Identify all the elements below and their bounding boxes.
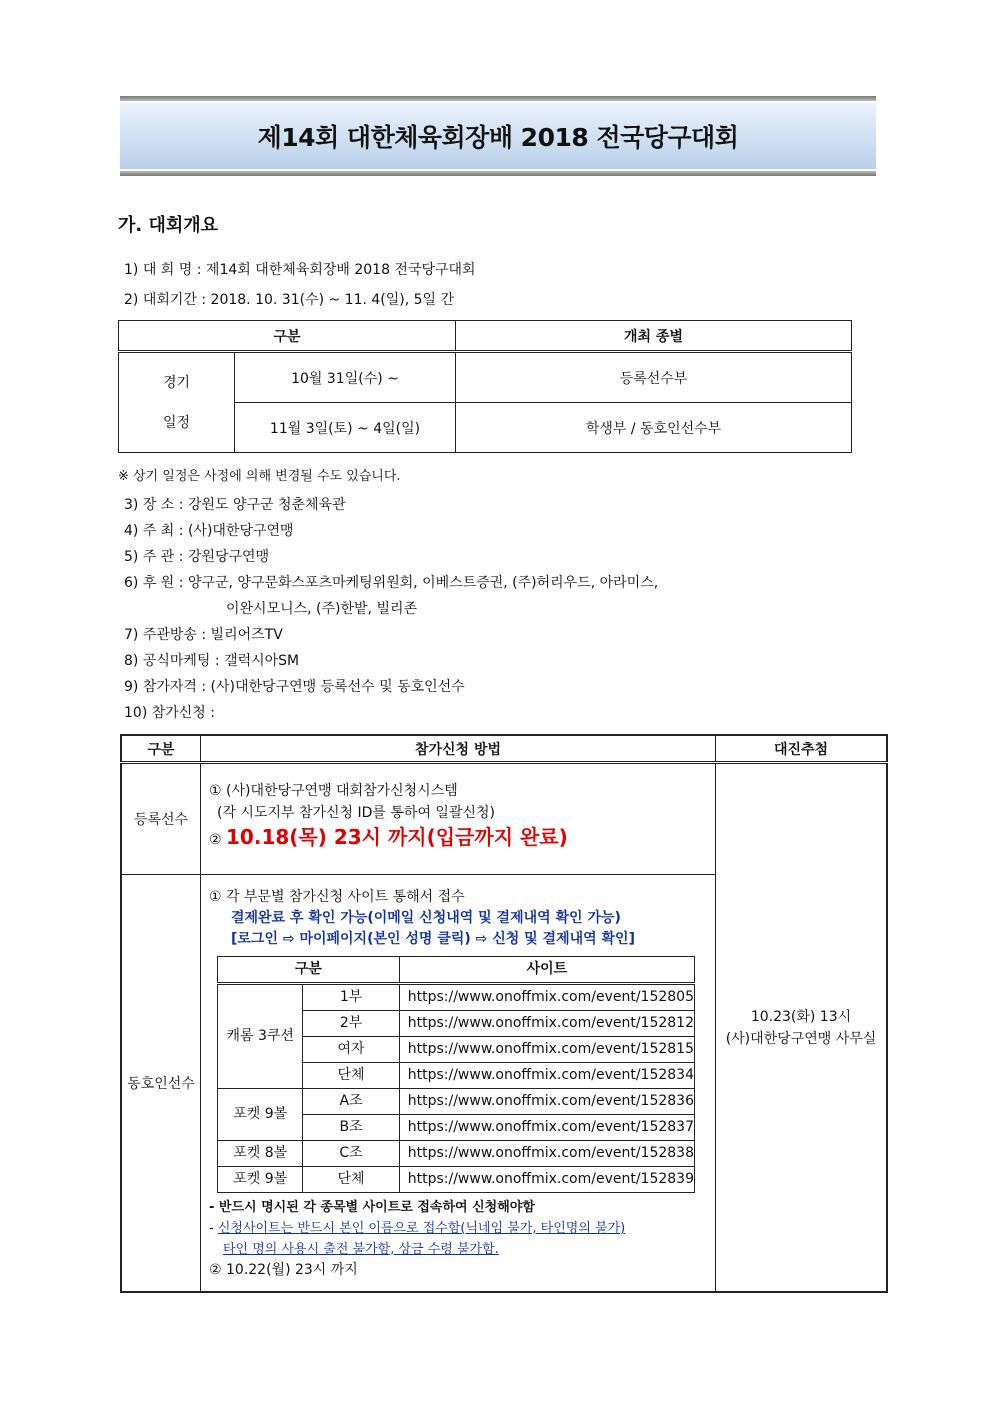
schedule-division: 학생부 / 동호인선수부	[456, 403, 852, 453]
amateur-note1: - 반드시 명시된 각 종목별 사이트로 접속하여 신청해야함	[209, 1200, 535, 1215]
table-header-row	[121, 735, 887, 763]
overview-label: 7) 주관방송 :	[124, 627, 207, 643]
overview-value: 강원도 양구군 청춘체육관	[187, 497, 346, 513]
header-cell: 구분	[119, 321, 456, 352]
draw-location: (사)대한당구연맹 사무실	[725, 1030, 877, 1047]
header-cell: 구분	[121, 735, 201, 763]
overview-value: (사)대한당구연맹	[187, 523, 294, 539]
registered-deadline	[209, 826, 715, 851]
registered-label: 등록선수	[121, 763, 201, 875]
amateur-label: 동호인선수	[121, 875, 201, 1293]
schedule-date: 10월 31일(수) ~	[235, 352, 456, 403]
table-row	[119, 352, 852, 403]
overview-value: 제14회 대한체육회장배 2018 전국당구대회	[205, 262, 476, 278]
header-cell: 구분	[218, 957, 400, 984]
registered-line2: (각 시도지부 참가신청 ID를 통하여 일괄신청)	[217, 805, 495, 821]
site-group: 포켓 9볼	[218, 1167, 303, 1193]
overview-line	[124, 572, 658, 592]
site-sub: B조	[303, 1115, 399, 1141]
overview-label: 2) 대회기간 :	[124, 292, 207, 308]
site-group: 포켓 8볼	[218, 1141, 303, 1167]
overview-line	[124, 494, 346, 514]
header-cell: 사이트	[399, 957, 694, 984]
schedule-table	[118, 320, 852, 453]
registered-deadline-text: 10.18(목) 23시 까지(입금까지 완료)	[226, 825, 568, 849]
amateur-note3: 타인 명의 사용시 출전 불가함, 상금 수령 불가함.	[223, 1242, 499, 1257]
overview-label: 8) 공식마케팅 :	[124, 653, 220, 669]
site-url-link[interactable]: https://www.onoffmix.com/event/152838	[399, 1141, 694, 1167]
overview-value: 빌리어즈TV	[210, 627, 283, 643]
site-url-link[interactable]: https://www.onoffmix.com/event/152836	[399, 1089, 694, 1115]
amateur-line1: ① 각 부문별 참가신청 사이트 통해서 접수	[209, 889, 465, 905]
overview-value: 양구군, 양구문화스포츠마케팅위원회, 이베스트증권, (주)허리우드, 아라미스,	[187, 575, 659, 591]
site-url-link[interactable]: https://www.onoffmix.com/event/152805	[399, 984, 694, 1011]
site-url-link[interactable]: https://www.onoffmix.com/event/152837	[399, 1115, 694, 1141]
overview-value: 강원당구연맹	[187, 549, 270, 565]
site-sub: 2부	[303, 1011, 399, 1037]
overview-label: 10) 참가신청 :	[124, 705, 215, 721]
banner-top-rule	[120, 96, 876, 101]
site-url-link[interactable]: https://www.onoffmix.com/event/152815	[399, 1037, 694, 1063]
overview-line	[124, 624, 283, 644]
site-sub: 단체	[303, 1167, 399, 1193]
sites-table	[217, 956, 695, 1193]
table-header-row	[218, 957, 695, 984]
overview-value: 갤럭시아SM	[224, 653, 300, 669]
site-group: 캐롬 3쿠션	[218, 984, 303, 1089]
overview-line	[124, 259, 476, 279]
overview-label: 9) 참가자격 :	[124, 679, 207, 695]
overview-label: 4) 주 최 :	[124, 523, 184, 539]
overview-line	[124, 520, 294, 540]
overview-line	[124, 650, 299, 670]
table-row	[218, 984, 695, 1011]
draw-cell	[716, 763, 888, 1293]
schedule-note: ※ 상기 일정은 사정에 의해 변경될 수도 있습니다.	[118, 469, 401, 484]
amateur-deadline: ② 10.22(월) 23시 까지	[209, 1262, 358, 1278]
amateur-line3: [로그인 ⇨ 마이페이지(본인 성명 클릭) ⇨ 신청 및 결제내역 확인]	[231, 931, 635, 947]
header-cell: 대진추첨	[716, 735, 888, 763]
overview-line	[124, 289, 454, 309]
site-url-link[interactable]: https://www.onoffmix.com/event/152834	[399, 1063, 694, 1089]
application-table	[120, 734, 888, 1293]
site-sub: A조	[303, 1089, 399, 1115]
overview-value: (사)대한당구연맹 등록선수 및 동호인선수	[210, 679, 465, 695]
overview-line	[124, 702, 215, 722]
section-heading: 가. 대회개요	[118, 215, 219, 236]
overview-line	[124, 676, 465, 696]
schedule-division: 등록선수부	[456, 352, 852, 403]
site-sub: 여자	[303, 1037, 399, 1063]
overview-value: 2018. 10. 31(수) ~ 11. 4(일), 5일 간	[210, 292, 455, 308]
table-row	[218, 1167, 695, 1193]
amateur-line2: 결제완료 후 확인 가능(이메일 신청내역 및 결제내역 확인 가능)	[231, 910, 621, 926]
site-url-link[interactable]: https://www.onoffmix.com/event/152839	[399, 1167, 694, 1193]
draw-datetime: 10.23(화) 13시	[750, 1008, 852, 1025]
table-row	[218, 1141, 695, 1167]
site-group: 포켓 9볼	[218, 1089, 303, 1141]
site-sub: 단체	[303, 1063, 399, 1089]
site-sub: C조	[303, 1141, 399, 1167]
amateur-note2	[209, 1218, 715, 1239]
overview-label: 5) 주 관 :	[124, 549, 184, 565]
registered-method	[201, 763, 716, 875]
row-label-bottom: 일정	[162, 414, 191, 431]
registered-deadline-marker: ②	[209, 832, 222, 848]
schedule-row-label	[119, 352, 235, 453]
registered-line1: ① (사)대한당구연맹 대회참가신청시스템	[209, 783, 458, 799]
table-header-row	[119, 321, 852, 352]
overview-value: 이완시모니스, (주)한밭, 빌리존	[226, 601, 418, 617]
title-banner	[120, 96, 876, 176]
schedule-date: 11월 3일(토) ~ 4일(일)	[235, 403, 456, 453]
table-row	[121, 763, 887, 875]
overview-line-continued	[226, 598, 417, 618]
site-sub: 1부	[303, 984, 399, 1011]
amateur-note2-marker: -	[209, 1221, 214, 1236]
header-cell: 참가신청 방법	[201, 735, 716, 763]
amateur-method	[201, 875, 716, 1293]
overview-label: 3) 장 소 :	[124, 497, 184, 513]
banner-bottom-rule	[120, 171, 876, 176]
overview-label: 6) 후 원 :	[124, 575, 184, 591]
row-label-top: 경기	[162, 374, 191, 391]
amateur-note2-text: 신청사이트는 반드시 본인 이름으로 접수함(닉네임 불가, 타인명의 불가)	[217, 1221, 626, 1236]
site-url-link[interactable]: https://www.onoffmix.com/event/152812	[399, 1011, 694, 1037]
table-row	[218, 1089, 695, 1115]
overview-line	[124, 546, 269, 566]
overview-label: 1) 대 회 명 :	[124, 262, 202, 278]
header-cell: 개최 종별	[456, 321, 852, 352]
document-title: 제14회 대한체육회장배 2018 전국당구대회	[257, 123, 739, 152]
